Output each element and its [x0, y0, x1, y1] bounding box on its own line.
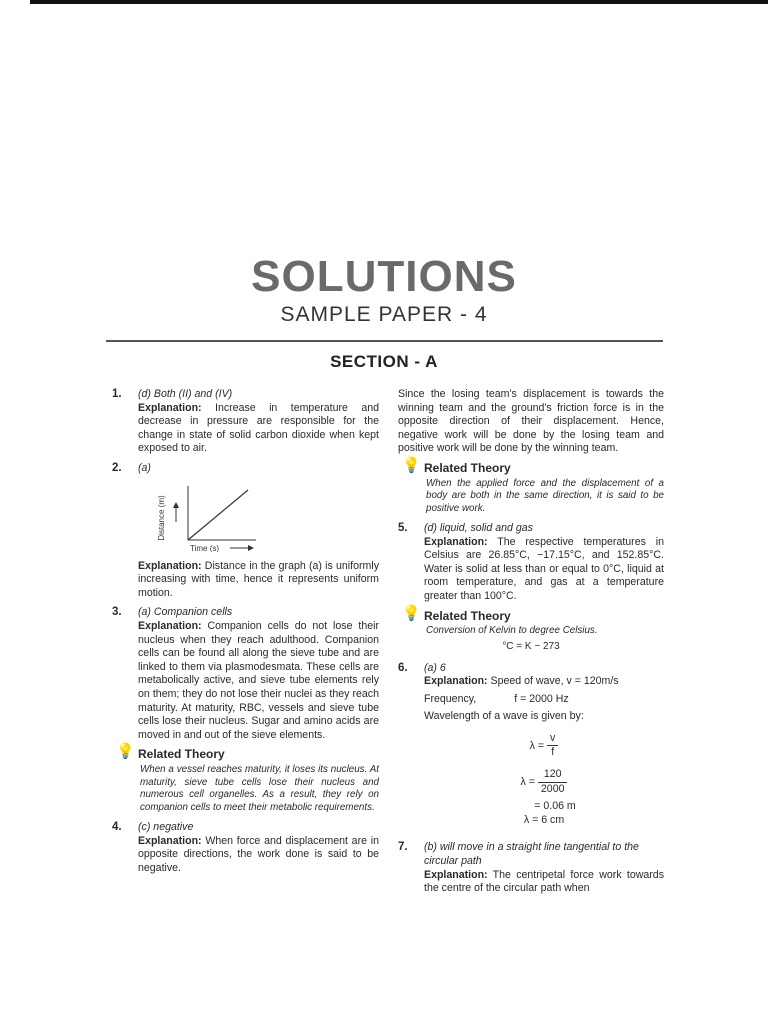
explanation-label: Explanation:	[138, 559, 202, 572]
related-theory-text: When a vessel reaches maturity, it loses its nucleus. At maturity, sieve tube cells lose their nucleus and numerous cell organelles. As a result, they rely on companion cells to meet their metabolic requirements.	[140, 763, 379, 814]
related-theory-text: Conversion of Kelvin to degree Celsius.	[426, 625, 598, 637]
top-border	[30, 0, 768, 4]
wavelength-substitution	[424, 768, 664, 796]
explanation	[424, 675, 664, 689]
divider	[106, 340, 663, 342]
question-number: 7.	[398, 841, 408, 854]
related-theory-heading	[398, 604, 664, 624]
question-6	[398, 662, 664, 828]
explanation-text: The centripetal force work towards the centre of the circular path when	[424, 868, 664, 895]
question-number: 2.	[112, 461, 122, 474]
section-heading: SECTION - A	[330, 352, 438, 371]
question-number: 6.	[398, 661, 408, 674]
answer: (b) will move in a straight line tangential to the circular path	[424, 841, 639, 868]
explanation-label: Explanation:	[138, 401, 202, 414]
related-theory-title: Related Theory	[424, 460, 511, 475]
question-2	[112, 462, 379, 600]
explanation	[138, 620, 379, 742]
answer: (a) 6	[424, 661, 446, 674]
distance-time-graph	[138, 480, 379, 552]
right-column	[398, 388, 664, 902]
lightbulb-icon: 💡	[116, 743, 135, 761]
question-number: 1.	[112, 388, 122, 400]
page-subtitle: SAMPLE PAPER - 4	[280, 303, 488, 326]
related-theory-title: Related Theory	[138, 747, 225, 762]
lambda-symbol: λ =	[529, 739, 545, 752]
result-meters: = 0.06 m	[534, 800, 576, 813]
related-theory-title: Related Theory	[424, 608, 511, 623]
explanation-label: Explanation:	[424, 535, 488, 548]
explanation-text: The respective temperatures in Celsius are 26.85°C, −17.15°C, and 152.85°C. Water is solid at less than or equal to 0°C, liquid at room temperature, and gas at a temperature greater than 100°C.	[424, 535, 664, 602]
y-axis-label: Distance (m)	[157, 494, 166, 541]
explanation	[138, 835, 379, 876]
page-title: SOLUTIONS	[251, 252, 517, 301]
explanation-text: Companion cells do not lose their nucleus when they reach adulthood. Companion cells can be found all along the sieve tube and are linked to them via plasmodesmata. These cells are metabolically active, and sieve tube elements rely on them; they do not lose their nuclei as they reach maturity. At maturity, RBC, vessels and sieve tube cells lose their nucleus. Sugar and amino acids are moved in and out of the sieve elements.	[138, 619, 379, 741]
result-cm: λ = 6 cm	[523, 813, 565, 826]
question-4-continued: Since the losing team's displacement is towards the winning team and the ground's friction force is in the opposite direction of their displacement. Hence, negative work will be done by the losing team and positive work will be done by the winning team.	[398, 388, 664, 455]
frequency-value: f = 2000 Hz	[514, 692, 569, 705]
explanation-text: Distance in the graph (a) is uniformly increasing with time, hence it represents uniform motion.	[138, 559, 379, 599]
related-theory-heading	[398, 456, 664, 476]
explanation	[424, 536, 664, 604]
lightbulb-icon: 💡	[402, 604, 421, 622]
frequency-label: Frequency,	[424, 692, 477, 705]
explanation	[424, 869, 664, 896]
answer: (d) Both (II) and (IV)	[138, 388, 233, 400]
left-column	[112, 388, 379, 881]
numerator: 120	[538, 768, 568, 783]
x-axis-label: Time (s)	[190, 543, 220, 552]
related-theory-heading	[112, 743, 379, 762]
explanation	[138, 560, 379, 601]
explanation-label: Explanation:	[138, 619, 202, 632]
lightbulb-icon: 💡	[402, 456, 421, 474]
y-arrow-head	[173, 502, 179, 508]
distance-line	[188, 490, 248, 540]
explanation-label: Explanation:	[424, 675, 488, 688]
explanation-label: Explanation:	[138, 834, 202, 847]
graph-svg	[138, 480, 278, 552]
answer: (d) liquid, solid and gas	[424, 521, 533, 534]
question-number: 4.	[112, 821, 122, 834]
explanation-label: Explanation:	[424, 868, 488, 881]
wavelength-formula	[424, 732, 664, 760]
denominator: 2000	[540, 782, 565, 795]
question-5	[398, 522, 664, 604]
question-7	[398, 841, 664, 895]
x-arrow-head	[248, 545, 254, 551]
lambda-symbol: λ =	[520, 775, 535, 788]
question-3	[112, 606, 379, 742]
wavelength-intro: Wavelength of a wave is given by:	[424, 710, 584, 723]
answer: (c) negative	[138, 821, 194, 834]
explanation	[138, 402, 379, 456]
question-1	[112, 388, 379, 456]
wave-speed: Speed of wave, v = 120m/s	[487, 675, 619, 688]
related-theory-text: When the applied force and the displacement of a body are both in the same direction, it is said to be positive work.	[426, 477, 664, 515]
fraction	[538, 768, 568, 796]
question-4	[112, 821, 379, 875]
frequency-line	[424, 693, 664, 707]
answer: (a) Companion cells	[138, 606, 233, 619]
conversion-formula: °C = K − 273	[502, 640, 560, 652]
v-over-f	[547, 732, 558, 760]
explanation-text: When force and displacement are in opposite directions, the work done is said to be negative.	[138, 834, 379, 874]
answer: (a)	[138, 461, 151, 474]
question-number: 5.	[398, 521, 408, 534]
numerator: v	[547, 732, 558, 747]
explanation-text: Increase in temperature and decrease in pressure are responsible for the change in state of solid carbon dioxide when kept exposed to air.	[138, 401, 379, 455]
question-number: 3.	[112, 606, 122, 619]
denominator: f	[551, 746, 555, 759]
